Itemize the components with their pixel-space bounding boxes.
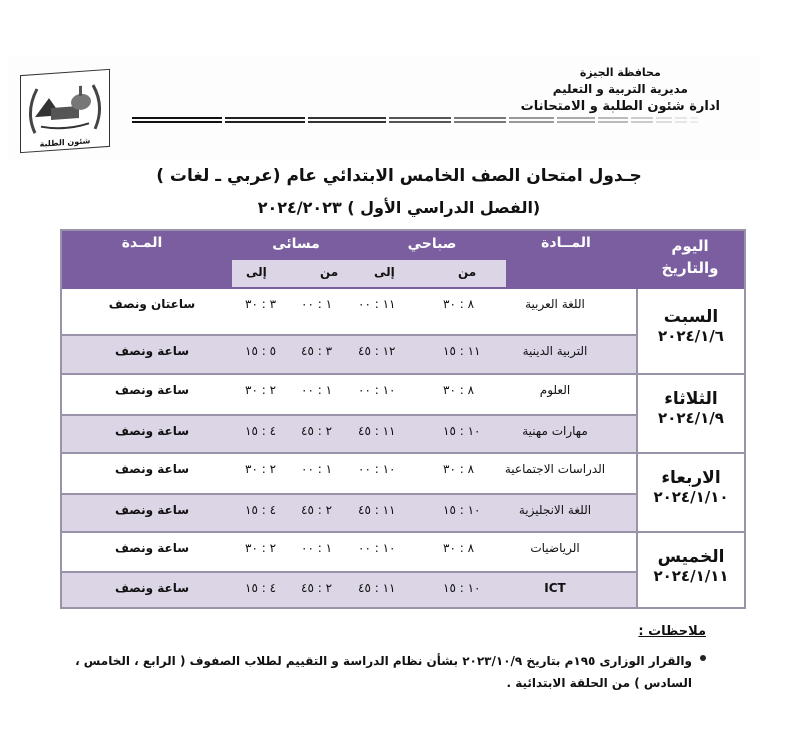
day-date: ٢٠٢٤/١/١١ (653, 567, 729, 585)
subject: اللغة الانجليزية (518, 503, 592, 517)
subject: الرياضيات (530, 541, 580, 555)
day-cell (636, 289, 744, 373)
header-morning-to: إلى (374, 265, 395, 279)
evening-from: ١ : ٠٠ (301, 462, 333, 476)
document-subtitle: (الفصل الدراسي الأول ) ٢٠٢٤/٢٠٢٣ (257, 198, 541, 217)
evening-from: ١ : ٠٠ (301, 383, 333, 397)
morning-from: ١١ : ١٥ (443, 344, 481, 358)
morning-from: ١٠ : ١٥ (443, 503, 481, 517)
evening-to: ٤ : ١٥ (245, 424, 277, 438)
duration: ساعتان ونصف (108, 297, 196, 311)
duration: ساعة ونصف (114, 383, 190, 397)
morning-to: ١١ : ٤٥ (358, 503, 396, 517)
day-name: الثلاثاء (664, 389, 718, 409)
governorate-name: محافظة الجيزة (579, 66, 661, 79)
morning-to: ١١ : ٤٥ (358, 424, 396, 438)
morning-from: ١٠ : ١٥ (443, 581, 481, 595)
header-day-date: اليوم والتاريخ (661, 237, 719, 277)
morning-from: ٨ : ٣٠ (443, 541, 475, 555)
day-cell (636, 533, 744, 607)
day-date: ٢٠٢٤/١/٦ (658, 327, 724, 345)
day-name: الاربعاء (661, 468, 721, 488)
table-row (62, 493, 636, 531)
evening-to: ٤ : ١٥ (245, 503, 277, 517)
exam-schedule-table (60, 229, 746, 609)
evening-to: ٢ : ٣٠ (245, 383, 277, 397)
table-row (62, 289, 636, 334)
evening-to: ٤ : ١٥ (245, 581, 277, 595)
subject: العلوم (539, 383, 571, 397)
table-row (62, 414, 636, 452)
table-row (62, 334, 636, 373)
day-name: السبت (663, 307, 719, 327)
morning-to: ١٠ : ٠٠ (358, 541, 396, 555)
evening-to: ٣ : ٣٠ (245, 297, 277, 311)
bullet-icon (700, 655, 706, 661)
evening-to: ٢ : ٣٠ (245, 541, 277, 555)
notes-heading: ملاحظات : (638, 624, 706, 639)
evening-to: ٢ : ٣٠ (245, 462, 277, 476)
day-name: الخميس (657, 547, 725, 567)
table-row (62, 375, 636, 414)
evening-from: ١ : ٠٠ (301, 297, 333, 311)
morning-to: ١١ : ٠٠ (358, 297, 396, 311)
header-subject: المــادة (541, 235, 591, 251)
day-date: ٢٠٢٤/١/١٠ (653, 488, 729, 506)
header-duration: المـدة (121, 235, 163, 251)
note-item: والقرار الوزارى ١٩٥م بتاريخ ٢٠٢٣/١٠/٩ بشأن نظام الدراسة و التقييم لطلاب الصفوف ( الرابع ، الخامس ، السادس ) من الحلقة الابتدائية . (75, 654, 692, 690)
table-row (62, 571, 636, 607)
table-row (62, 454, 636, 493)
day-cell (636, 375, 744, 452)
morning-to: ١٢ : ٤٥ (358, 344, 396, 358)
directorate-name: مديرية التربية و التعليم (552, 82, 688, 96)
morning-from: ٨ : ٣٠ (443, 297, 475, 311)
day-date: ٢٠٢٤/١/٩ (658, 409, 724, 427)
logo-caption: شئون الطلبة (39, 136, 91, 149)
time-subheader (232, 260, 506, 287)
morning-from: ١٠ : ١٥ (443, 424, 481, 438)
subject: التربية الدينية (522, 344, 588, 358)
morning-to: ١٠ : ٠٠ (358, 462, 396, 476)
header-evening: مسائى (272, 236, 320, 252)
header-evening-to: إلى (246, 265, 267, 279)
organization-header (521, 64, 720, 115)
duration: ساعة ونصف (114, 424, 190, 438)
decorative-divider (132, 117, 698, 125)
day-cell (636, 454, 744, 531)
subject: الدراسات الاجتماعية (504, 462, 606, 476)
morning-from: ٨ : ٣٠ (443, 383, 475, 397)
logo (20, 69, 110, 153)
header-evening-from: من (320, 265, 339, 279)
table-row (62, 533, 636, 571)
morning-from: ٨ : ٣٠ (443, 462, 475, 476)
header-morning: صباحي (407, 236, 457, 252)
evening-to: ٥ : ١٥ (245, 344, 277, 358)
evening-from: ٢ : ٤٥ (301, 424, 333, 438)
duration: ساعة ونصف (114, 462, 190, 476)
subject: اللغة العربية (525, 297, 585, 311)
document-title: جـدول امتحان الصف الخامس الابتدائي عام (عربي ـ لغات ) (156, 166, 642, 186)
evening-from: ٢ : ٤٥ (301, 581, 333, 595)
evening-from: ٢ : ٤٥ (301, 503, 333, 517)
duration: ساعة ونصف (114, 541, 190, 555)
evening-from: ٣ : ٤٥ (301, 344, 333, 358)
morning-to: ١١ : ٤٥ (358, 581, 396, 595)
duration: ساعة ونصف (114, 581, 190, 595)
evening-from: ١ : ٠٠ (301, 541, 333, 555)
header-morning-from: من (458, 265, 477, 279)
department-name: ادارة شئون الطلبة و الامتحانات (520, 99, 720, 114)
duration: ساعة ونصف (114, 503, 190, 517)
subject: ICT (544, 581, 566, 595)
subject: مهارات مهنية (522, 424, 588, 438)
morning-to: ١٠ : ٠٠ (358, 383, 396, 397)
duration: ساعة ونصف (114, 344, 190, 358)
table-header (62, 231, 744, 289)
